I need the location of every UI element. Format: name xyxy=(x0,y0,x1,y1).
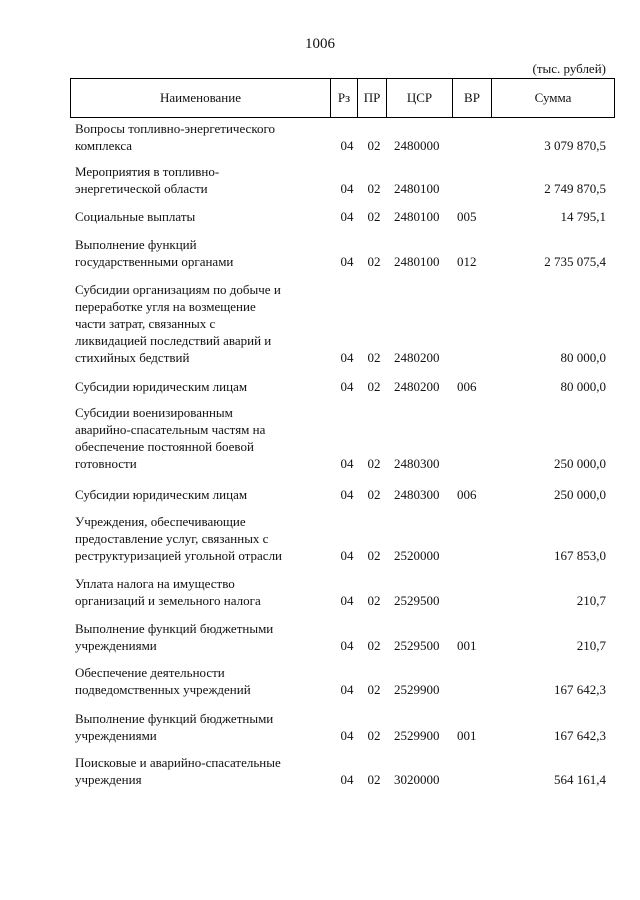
row-pr: 02 xyxy=(367,548,381,563)
row-name-line: Субсидии юридическим лицам xyxy=(75,487,248,502)
row-name-line: Социальные выплаты xyxy=(75,209,196,224)
row-name xyxy=(75,378,326,395)
row-rz: 04 xyxy=(340,728,354,743)
row-csr: 2480200 xyxy=(394,350,440,365)
row-name xyxy=(75,404,326,472)
row-name xyxy=(75,575,326,609)
header-sum: Сумма xyxy=(492,79,615,118)
row-vr: 012 xyxy=(457,254,477,269)
row-name-line: переработке угля на возмещение xyxy=(75,299,256,314)
row-name-line: учреждения xyxy=(75,772,142,787)
row-sum: 80 000,0 xyxy=(560,379,606,394)
row-name-line: аварийно-спасательным частям на xyxy=(75,422,266,437)
row-name-line: организаций и земельного налога xyxy=(75,593,261,608)
row-pr: 02 xyxy=(367,379,381,394)
row-name xyxy=(75,664,326,698)
page-number: 1006 xyxy=(305,36,335,52)
row-name-line: части затрат, связанных с xyxy=(75,316,216,331)
row-name-line: Выполнение функций xyxy=(75,237,197,252)
row-pr: 02 xyxy=(367,254,381,269)
header-rz: Рз xyxy=(331,79,358,118)
row-name-line: ликвидацией последствий аварий и xyxy=(75,333,272,348)
row-name xyxy=(75,620,326,654)
row-rz: 04 xyxy=(340,181,354,196)
row-sum: 14 795,1 xyxy=(560,209,606,224)
row-csr: 2480300 xyxy=(394,456,440,471)
row-rz: 04 xyxy=(340,548,354,563)
row-name-line: Обеспечение деятельности xyxy=(75,665,225,680)
row-rz: 04 xyxy=(340,682,354,697)
row-rz: 04 xyxy=(340,379,354,394)
row-sum: 167 642,3 xyxy=(554,728,606,743)
row-rz: 04 xyxy=(340,593,354,608)
row-name xyxy=(75,163,326,197)
header-pr: ПР xyxy=(358,79,387,118)
row-csr: 2480200 xyxy=(394,379,440,394)
row-pr: 02 xyxy=(367,181,381,196)
row-rz: 04 xyxy=(340,138,354,153)
row-name-line: государственными органами xyxy=(75,254,234,269)
row-name-line: обеспечение постоянной боевой xyxy=(75,439,254,454)
row-name-line: Выполнение функций бюджетными xyxy=(75,621,274,636)
row-name-line: реструктуризацией угольной отрасли xyxy=(75,548,283,563)
row-rz: 04 xyxy=(340,487,354,502)
row-name-line: Поисковые и аварийно-спасательные xyxy=(75,755,281,770)
row-pr: 02 xyxy=(367,138,381,153)
row-sum: 2 749 870,5 xyxy=(544,181,606,196)
row-sum: 250 000,0 xyxy=(554,456,606,471)
header-csr: ЦСР xyxy=(387,79,453,118)
row-csr: 2480100 xyxy=(394,254,440,269)
row-pr: 02 xyxy=(367,772,381,787)
row-pr: 02 xyxy=(367,487,381,502)
row-name-line: Выполнение функций бюджетными xyxy=(75,711,274,726)
row-pr: 02 xyxy=(367,682,381,697)
row-sum: 80 000,0 xyxy=(560,350,606,365)
row-csr: 2529500 xyxy=(394,638,440,653)
row-pr: 02 xyxy=(367,209,381,224)
row-name xyxy=(75,120,326,154)
row-csr: 2529900 xyxy=(394,682,440,697)
row-csr: 2529900 xyxy=(394,728,440,743)
table-header xyxy=(70,78,615,118)
header-vr: ВР xyxy=(453,79,492,118)
row-rz: 04 xyxy=(340,209,354,224)
row-name-line: Мероприятия в топливно- xyxy=(75,164,220,179)
units-label: (тыс. рублей) xyxy=(532,61,606,76)
row-name xyxy=(75,710,326,744)
row-csr: 2480000 xyxy=(394,138,440,153)
row-name-line: Субсидии организациям по добыче и xyxy=(75,282,281,297)
row-name-line: Субсидии юридическим лицам xyxy=(75,379,248,394)
row-sum: 2 735 075,4 xyxy=(544,254,606,269)
row-rz: 04 xyxy=(340,350,354,365)
row-rz: 04 xyxy=(340,638,354,653)
row-name-line: энергетической области xyxy=(75,181,208,196)
row-name-line: Уплата налога на имущество xyxy=(75,576,235,591)
row-name-line: комплекса xyxy=(75,138,133,153)
header-name: Наименование xyxy=(71,79,331,118)
row-pr: 02 xyxy=(367,456,381,471)
row-pr: 02 xyxy=(367,350,381,365)
row-name-line: стихийных бедствий xyxy=(75,350,190,365)
row-rz: 04 xyxy=(340,772,354,787)
row-name-line: Вопросы топливно-энергетического xyxy=(75,121,275,136)
row-name xyxy=(75,281,326,366)
row-csr: 3020000 xyxy=(394,772,440,787)
row-rz: 04 xyxy=(340,254,354,269)
row-vr: 006 xyxy=(457,379,477,394)
row-csr: 2480100 xyxy=(394,181,440,196)
row-sum: 250 000,0 xyxy=(554,487,606,502)
row-csr: 2520000 xyxy=(394,548,440,563)
row-name xyxy=(75,486,326,503)
row-pr: 02 xyxy=(367,638,381,653)
row-name xyxy=(75,208,326,225)
row-sum: 167 853,0 xyxy=(554,548,606,563)
row-name-line: Субсидии военизированным xyxy=(75,405,233,420)
row-name xyxy=(75,236,326,270)
row-sum: 3 079 870,5 xyxy=(544,138,606,153)
row-vr: 006 xyxy=(457,487,477,502)
row-vr: 001 xyxy=(457,638,477,653)
row-name xyxy=(75,754,326,788)
row-sum: 167 642,3 xyxy=(554,682,606,697)
row-name-line: подведомственных учреждений xyxy=(75,682,251,697)
row-name-line: учреждениями xyxy=(75,728,157,743)
row-sum: 210,7 xyxy=(576,593,606,608)
row-name xyxy=(75,513,326,564)
row-pr: 02 xyxy=(367,728,381,743)
row-vr: 005 xyxy=(457,209,477,224)
row-pr: 02 xyxy=(367,593,381,608)
row-name-line: предоставление услуг, связанных с xyxy=(75,531,269,546)
row-csr: 2480300 xyxy=(394,487,440,502)
row-name-line: готовности xyxy=(75,456,137,471)
row-sum: 564 161,4 xyxy=(554,772,606,787)
row-name-line: учреждениями xyxy=(75,638,157,653)
row-name-line: Учреждения, обеспечивающие xyxy=(75,514,246,529)
row-rz: 04 xyxy=(340,456,354,471)
row-csr: 2529500 xyxy=(394,593,440,608)
row-vr: 001 xyxy=(457,728,477,743)
row-sum: 210,7 xyxy=(576,638,606,653)
row-csr: 2480100 xyxy=(394,209,440,224)
